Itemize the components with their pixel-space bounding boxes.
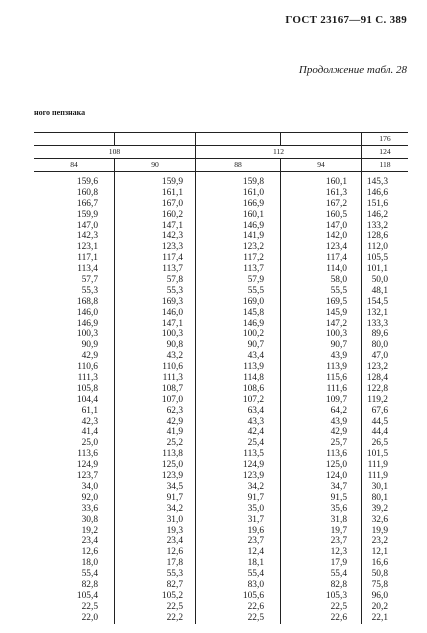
- table-cell: 55,4: [247, 569, 264, 580]
- table-cell: 154,5: [366, 296, 388, 307]
- table-cell: 105,4: [76, 590, 98, 601]
- table-cell: 159,8: [242, 177, 264, 187]
- table-cell: 167,0: [161, 198, 183, 209]
- table-cell: 43,4: [247, 351, 264, 362]
- table-cell: 160,1: [242, 209, 264, 220]
- table-cell: 61,1: [81, 405, 98, 416]
- table-cell: 100,3: [325, 329, 347, 340]
- table-cell: 82,8: [81, 579, 98, 590]
- table-cell: 80,1: [371, 492, 388, 503]
- table-cell: 17,8: [166, 558, 183, 569]
- table-cell: 124,9: [242, 460, 264, 471]
- table-cell: 113,7: [243, 264, 264, 275]
- table-cell: 147,1: [161, 220, 183, 231]
- table-cell: 111,9: [367, 471, 388, 482]
- table-body-row: [34, 177, 408, 624]
- table-cell: 147,0: [325, 220, 347, 231]
- table-cell: 145,3: [366, 177, 388, 187]
- table-cell: 31,0: [166, 514, 183, 525]
- table-cell: 12,1: [371, 547, 388, 558]
- table-cell: 123,2: [366, 362, 388, 373]
- table-cell: 146,9: [242, 220, 264, 231]
- table-cell: 125,0: [161, 460, 183, 471]
- column-header-fragment: ного пепзнака: [34, 108, 86, 117]
- table-cell: 22,5: [247, 612, 264, 623]
- table-cell: 20,2: [371, 601, 388, 612]
- table-cell: 123,9: [161, 471, 183, 482]
- table-cell: 90,7: [247, 340, 264, 351]
- table-cell: 113,8: [162, 449, 183, 460]
- table-cell: 35,6: [330, 503, 347, 514]
- table-cell: 32,6: [371, 514, 388, 525]
- table-cell: 43,9: [330, 416, 347, 427]
- table-cell: 100,3: [76, 329, 98, 340]
- table-cell: 110,6: [162, 362, 183, 373]
- table-cell: 101,5: [366, 449, 388, 460]
- data-column-4: [285, 177, 347, 624]
- table-cell: 105,2: [161, 590, 183, 601]
- table-cell: 23,4: [81, 536, 98, 547]
- table-cell: 30,1: [371, 481, 388, 492]
- table-cell: 124,9: [76, 460, 98, 471]
- table-cell: 25,7: [330, 438, 347, 449]
- table-cell: 90,8: [166, 340, 183, 351]
- table-cell: 48,1: [371, 285, 388, 296]
- table-cell: 19,7: [330, 525, 347, 536]
- col-header: 84: [70, 160, 78, 169]
- table-cell: 55,3: [81, 285, 98, 296]
- table-cell: 113,4: [77, 264, 98, 275]
- table-cell: 142,3: [161, 231, 183, 242]
- data-column-5: [366, 177, 388, 624]
- table-cell: 112,0: [367, 242, 388, 253]
- table-cell: 91,5: [330, 492, 347, 503]
- table-cell: 96,0: [371, 590, 388, 601]
- table-cell: 19,3: [166, 525, 183, 536]
- table-cell: 55,5: [247, 285, 264, 296]
- table-cell: 145,9: [325, 307, 347, 318]
- table-cell: 57,7: [81, 275, 98, 286]
- table-cell: 146,9: [76, 318, 98, 329]
- table-cell: 41,4: [81, 427, 98, 438]
- table-cell: 145,8: [242, 307, 264, 318]
- table-cell: 92,0: [81, 492, 98, 503]
- table-cell: 100,2: [242, 329, 264, 340]
- table-cell: 100,3: [161, 329, 183, 340]
- table-cell: 128,6: [366, 231, 388, 242]
- table-cell: 107,2: [242, 394, 264, 405]
- table-cell: 161,3: [325, 187, 347, 198]
- table-cell: 160,2: [161, 209, 183, 220]
- table-cell: 117,2: [243, 253, 264, 264]
- table-cell: 105,5: [366, 253, 388, 264]
- table-cell: 169,3: [161, 296, 183, 307]
- table-cell: 50,8: [371, 569, 388, 580]
- table-cell: 34,5: [166, 481, 183, 492]
- table-cell: 105,6: [242, 590, 264, 601]
- table-cell: 47,0: [371, 351, 388, 362]
- table-cell: 82,7: [166, 579, 183, 590]
- table-cell: 16,6: [371, 558, 388, 569]
- table-cell: 22,1: [371, 612, 388, 623]
- table-cell: 25,2: [166, 438, 183, 449]
- table-cell: 25,4: [247, 438, 264, 449]
- table-cell: 117,1: [77, 253, 98, 264]
- table-cell: 55,3: [166, 569, 183, 580]
- table-cell: 62,3: [166, 405, 183, 416]
- table-cell: 31,7: [247, 514, 264, 525]
- table-cell: 55,3: [166, 285, 183, 296]
- table-cell: 41,9: [166, 427, 183, 438]
- col-header: 88: [196, 159, 281, 172]
- table-cell: 83,0: [247, 579, 264, 590]
- table-cell: 104,4: [76, 394, 98, 405]
- table-cell: 141,9: [242, 231, 264, 242]
- table-cell: 159,6: [76, 177, 98, 187]
- table-cell: 22,6: [330, 612, 347, 623]
- table-cell: 34,2: [166, 503, 183, 514]
- header-cell-108: 108: [34, 146, 196, 159]
- table-cell: 113,5: [243, 449, 264, 460]
- table-cell: 34,7: [330, 481, 347, 492]
- table-cell: 159,9: [161, 177, 183, 187]
- table-cell: 23,4: [166, 536, 183, 547]
- table-cell: 147,0: [76, 220, 98, 231]
- table-cell: 114,8: [243, 373, 264, 384]
- table-cell: 160,8: [76, 187, 98, 198]
- table-cell: 12,6: [81, 547, 98, 558]
- table-cell: 90,9: [81, 340, 98, 351]
- table-cell: 34,2: [247, 481, 264, 492]
- table-cell: 111,9: [367, 460, 388, 471]
- table-cell: 169,5: [325, 296, 347, 307]
- table-cell: 22,5: [330, 601, 347, 612]
- table-cell: 151,6: [366, 198, 388, 209]
- table-cell: 169,0: [242, 296, 264, 307]
- table-cell: 55,4: [330, 569, 347, 580]
- table-cell: 125,0: [325, 460, 347, 471]
- table-cell: 111,3: [162, 373, 183, 384]
- table-cell: 58,0: [330, 275, 347, 286]
- table-cell: 119,2: [367, 394, 388, 405]
- header-cell-124: 124: [362, 146, 409, 159]
- table-cell: 108,7: [161, 383, 183, 394]
- table-cell: 123,9: [242, 471, 264, 482]
- table-cell: 42,9: [330, 427, 347, 438]
- table-cell: 146,9: [242, 318, 264, 329]
- table-cell: 147,2: [325, 318, 347, 329]
- table-cell: 105,3: [325, 590, 347, 601]
- page-header: ГОСТ 23167—91 С. 389: [285, 14, 407, 26]
- table-cell: 19,6: [247, 525, 264, 536]
- table-cell: 133,3: [366, 318, 388, 329]
- table-cell: 26,5: [371, 438, 388, 449]
- header-cell-176: 176: [362, 133, 409, 146]
- table-cell: 12,4: [247, 547, 264, 558]
- table-cell: 113,9: [243, 362, 264, 373]
- table-cell: 110,6: [77, 362, 98, 373]
- table-cell: 123,4: [325, 242, 347, 253]
- table-cell: 23,7: [330, 536, 347, 547]
- table-cell: 12,6: [166, 547, 183, 558]
- table-cell: 142,3: [76, 231, 98, 242]
- table-cell: 23,2: [371, 536, 388, 547]
- table-cell: 114,0: [326, 264, 347, 275]
- table-cell: 30,8: [81, 514, 98, 525]
- table-cell: 111,6: [326, 383, 347, 394]
- table-cell: 12,3: [330, 547, 347, 558]
- table-cell: 43,9: [330, 351, 347, 362]
- table-cell: 42,4: [247, 427, 264, 438]
- table-cell: 17,9: [330, 558, 347, 569]
- table-cell: 117,4: [326, 253, 347, 264]
- table-cell: 44,5: [371, 416, 388, 427]
- table-cell: 55,4: [81, 569, 98, 580]
- table-cell: 147,1: [161, 318, 183, 329]
- table-cell: 111,3: [77, 373, 98, 384]
- table-cell: 166,9: [242, 198, 264, 209]
- table-cell: 161,1: [161, 187, 183, 198]
- table-cell: 23,7: [247, 536, 264, 547]
- table-cell: 146,2: [366, 209, 388, 220]
- table-cell: 105,8: [76, 383, 98, 394]
- table-cell: 22,6: [247, 601, 264, 612]
- table-cell: 146,0: [161, 307, 183, 318]
- table-cell: 132,1: [366, 307, 388, 318]
- header-row-2: [34, 146, 408, 159]
- col-header: 90: [115, 159, 196, 172]
- table-cell: 128,4: [366, 373, 388, 384]
- table-cell: 161,0: [242, 187, 264, 198]
- table-cell: 107,0: [161, 394, 183, 405]
- table-cell: 168,8: [76, 296, 98, 307]
- table-cell: 123,3: [161, 242, 183, 253]
- table-cell: 33,6: [81, 503, 98, 514]
- table-cell: 123,7: [76, 471, 98, 482]
- table-cell: 89,6: [371, 329, 388, 340]
- table-cell: 34,0: [81, 481, 98, 492]
- table-cell: 113,7: [162, 264, 183, 275]
- table-cell: 57,8: [166, 275, 183, 286]
- table-cell: 19,2: [81, 525, 98, 536]
- table-cell: 124,0: [325, 471, 347, 482]
- table-cell: 42,3: [81, 416, 98, 427]
- table-cell: 160,1: [325, 177, 347, 187]
- table-cell: 115,6: [326, 373, 347, 384]
- table-cell: 108,6: [242, 383, 264, 394]
- data-column-3: [200, 177, 264, 624]
- table-cell: 42,9: [81, 351, 98, 362]
- table-cell: 166,7: [76, 198, 98, 209]
- table-cell: 22,5: [166, 601, 183, 612]
- data-column-1: [38, 177, 98, 624]
- table-cell: 19,9: [371, 525, 388, 536]
- table-cell: 22,0: [81, 612, 98, 623]
- table-cell: 55,5: [330, 285, 347, 296]
- table-cell: 160,5: [325, 209, 347, 220]
- table-cell: 109,7: [325, 394, 347, 405]
- table-cell: 39,2: [371, 503, 388, 514]
- table-continuation-label: Продолжение табл. 28: [298, 64, 407, 76]
- table-cell: 50,0: [371, 275, 388, 286]
- table-cell: 35,0: [247, 503, 264, 514]
- table-cell: 22,2: [166, 612, 183, 623]
- table-cell: 18,0: [81, 558, 98, 569]
- header-row-3: [34, 159, 408, 172]
- table-cell: 133,2: [366, 220, 388, 231]
- table-cell: 90,7: [330, 340, 347, 351]
- table-cell: 167,2: [325, 198, 347, 209]
- table-cell: 43,3: [247, 416, 264, 427]
- table-cell: 18,1: [247, 558, 264, 569]
- table-cell: 113,6: [326, 449, 347, 460]
- table-cell: 64,2: [330, 405, 347, 416]
- col-header: 94: [281, 159, 362, 172]
- table-cell: 22,5: [81, 601, 98, 612]
- table-cell: 101,1: [366, 264, 388, 275]
- table-cell: 113,6: [77, 449, 98, 460]
- table-cell: 159,9: [76, 209, 98, 220]
- table-cell: 142,0: [325, 231, 347, 242]
- data-column-2: [119, 177, 183, 624]
- table-cell: 31,8: [330, 514, 347, 525]
- table-cell: 122,8: [366, 383, 388, 394]
- table-cell: 123,2: [242, 242, 264, 253]
- table-cell: 80,0: [371, 340, 388, 351]
- table-cell: 91,7: [166, 492, 183, 503]
- header-row-1: [34, 133, 408, 146]
- table-cell: 82,8: [330, 579, 347, 590]
- table-cell: 42,9: [166, 416, 183, 427]
- table-cell: 57,9: [247, 275, 264, 286]
- table-cell: 146,0: [76, 307, 98, 318]
- table-cell: 117,4: [162, 253, 183, 264]
- table-cell: 67,6: [371, 405, 388, 416]
- table-cell: 113,9: [326, 362, 347, 373]
- col-header: 118: [362, 159, 409, 172]
- table-cell: 43,2: [166, 351, 183, 362]
- table-cell: 146,6: [366, 187, 388, 198]
- table-cell: 25,0: [81, 438, 98, 449]
- table-cell: 63,4: [247, 405, 264, 416]
- table-cell: 91,7: [247, 492, 264, 503]
- table-cell: 123,1: [76, 242, 98, 253]
- header-cell-112: 112: [196, 146, 362, 159]
- data-table: [34, 132, 408, 624]
- table-cell: 75,8: [371, 579, 388, 590]
- table-cell: 44,4: [371, 427, 388, 438]
